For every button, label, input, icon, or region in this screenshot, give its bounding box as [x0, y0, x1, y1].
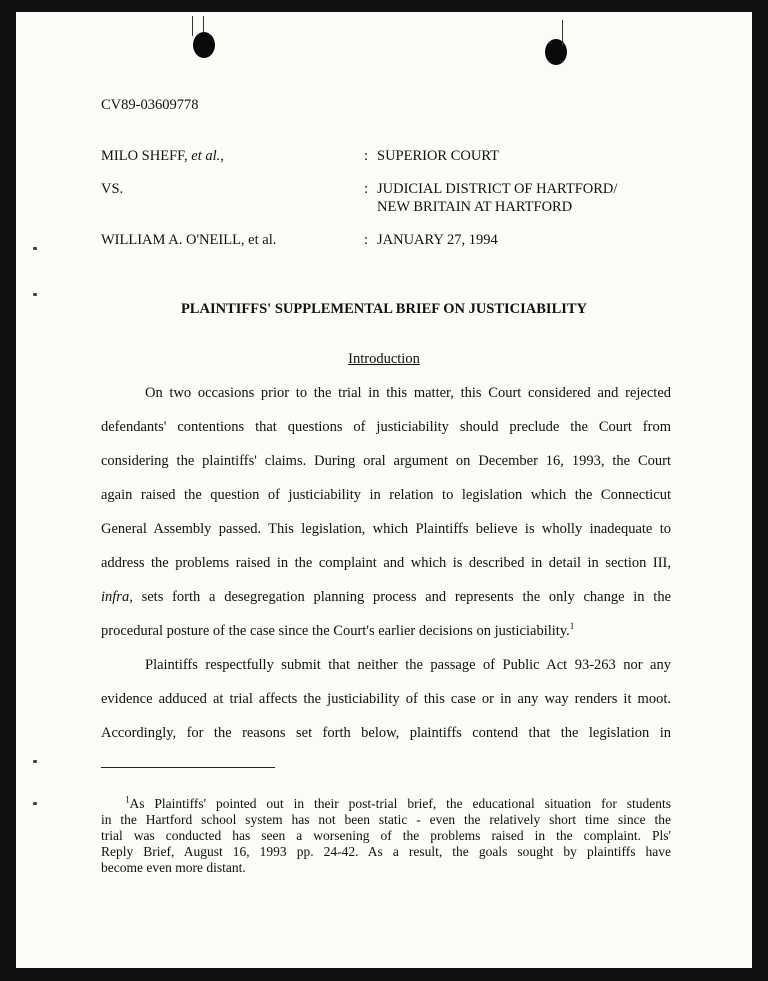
- footnote-line: trial was conducted has seen a worsening of the problems raised in the complaint. Pls': [101, 828, 671, 843]
- margin-mark: [203, 16, 204, 32]
- margin-mark: [562, 20, 563, 46]
- body-line: evidence adduced at trial affects the justiciability of this case or in any way renders it moot.: [101, 691, 671, 707]
- body-line: Plaintiffs respectfully submit that neither the passage of Public Act 93-263 nor any: [145, 657, 671, 673]
- body-line: again raised the question of justiciability in relation to legislation which the Connecticut: [101, 487, 671, 503]
- body-line: General Assembly passed. This legislation, which Plaintiffs believe is wholly inadequate to: [101, 521, 671, 537]
- footnote-line: in the Hartford school system has not been static - even the relatively short time since the: [101, 812, 671, 827]
- margin-mark: [192, 16, 193, 36]
- body-line: On two occasions prior to the trial in this matter, this Court considered and rejected: [145, 385, 671, 401]
- caption-date: JANUARY 27, 1994: [377, 232, 498, 248]
- caption-defendant: WILLIAM A. O'NEILL, et al.: [101, 232, 277, 248]
- caption-plaintiff: MILO SHEFF, et al.,: [101, 148, 224, 164]
- scan-speck: [33, 760, 37, 763]
- footnote-line: become even more distant.: [101, 860, 246, 875]
- footnote-line: $^1$As Plaintiffs' pointed out in their post-trial brief, the educational situation for students: [125, 794, 671, 811]
- caption-colon: :: [364, 181, 369, 197]
- punch-hole-right: [545, 39, 567, 65]
- caption-district: JUDICIAL DISTRICT OF HARTFORD/: [377, 181, 618, 197]
- scan-speck: [33, 802, 37, 805]
- body-line: address the problems raised in the complaint and which is described in detail in section III,: [101, 555, 671, 571]
- body-line: Accordingly, for the reasons set forth below, plaintiffs contend that the legislation in: [101, 725, 671, 741]
- scan-speck: [33, 247, 37, 250]
- caption-district-cont: NEW BRITAIN AT HARTFORD: [377, 199, 573, 215]
- caption-court: SUPERIOR COURT: [377, 148, 499, 164]
- case-number: CV89-03609778: [101, 97, 199, 113]
- footnote-ref: 1: [569, 621, 575, 632]
- body-line: procedural posture of the case since the Court's earlier decisions on justiciability.$^1$: [101, 621, 575, 639]
- caption-colon: :: [364, 232, 369, 248]
- caption-versus: VS.: [101, 181, 124, 197]
- footnote-number: 1: [125, 794, 130, 805]
- footnote-line: Reply Brief, August 16, 1993 pp. 24-42. As a result, the goals sought by plaintiffs have: [101, 844, 671, 859]
- body-line: defendants' contentions that questions of justiciability should preclude the Court from: [101, 419, 671, 435]
- footnote-separator: [101, 767, 275, 768]
- body-line: infra, sets forth a desegregation planning process and represents the only change in the: [101, 589, 672, 605]
- brief-title: PLAINTIFFS' SUPPLEMENTAL BRIEF ON JUSTICIABILITY: [180, 301, 588, 317]
- punch-hole-left: [193, 32, 215, 58]
- document-page: [16, 12, 752, 968]
- section-heading: Introduction: [348, 351, 420, 367]
- body-line: considering the plaintiffs' claims. During oral argument on December 16, 1993, the Court: [101, 453, 671, 469]
- scan-speck: [33, 293, 37, 296]
- caption-colon: :: [364, 148, 369, 164]
